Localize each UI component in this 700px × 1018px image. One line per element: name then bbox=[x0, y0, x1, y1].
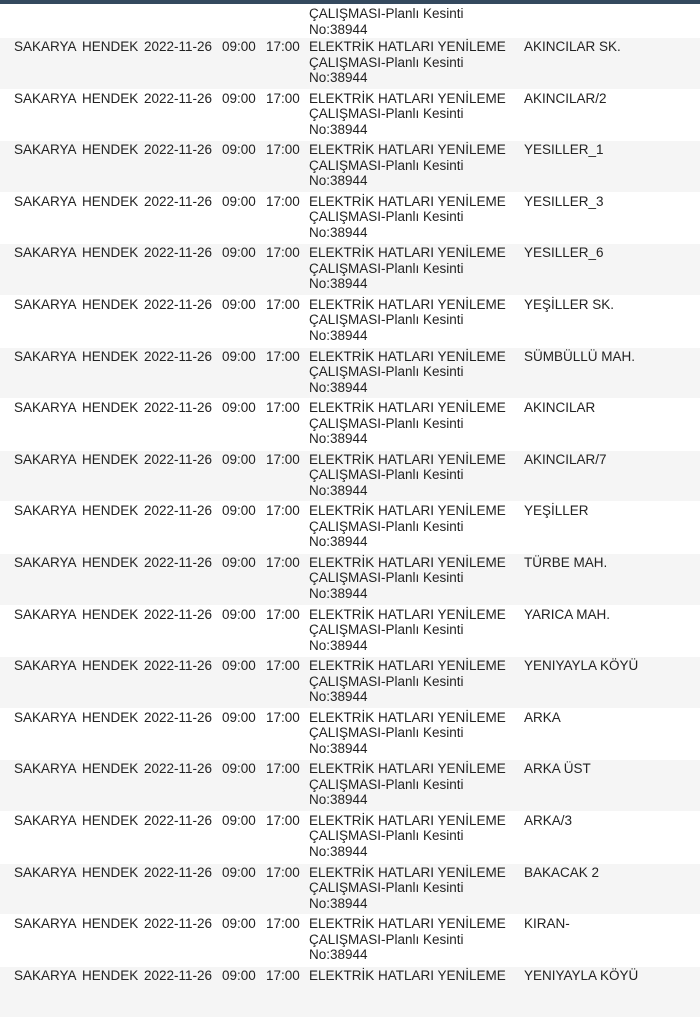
district-cell: HENDEK bbox=[82, 296, 139, 312]
description-cell bbox=[309, 142, 509, 189]
date-cell: 2022-11-26 bbox=[144, 142, 213, 158]
date-cell: 2022-11-26 bbox=[144, 400, 213, 416]
description-line: ELEKTRİK HATLARI YENİLEME bbox=[309, 916, 506, 932]
start-time-cell: 09:00 bbox=[222, 39, 256, 54]
start-time-cell: 09:00 bbox=[222, 761, 256, 777]
city-cell: SAKARYA bbox=[14, 451, 77, 467]
date-cell: 2022-11-26 bbox=[144, 606, 213, 622]
start-time-cell: 09:00 bbox=[222, 142, 256, 158]
date-cell: 2022-11-26 bbox=[144, 451, 213, 467]
start-time-cell: 09:00 bbox=[222, 916, 256, 932]
district-cell: HENDEK bbox=[82, 967, 139, 983]
description-line: ÇALIŞMASI-Planlı Kesinti bbox=[309, 931, 464, 947]
description-line: No:38944 bbox=[309, 431, 368, 447]
district-cell: HENDEK bbox=[82, 245, 139, 261]
start-time-cell: 09:00 bbox=[222, 400, 256, 416]
description-line: ELEKTRİK HATLARI YENİLEME bbox=[309, 967, 506, 983]
description-cell bbox=[309, 503, 509, 550]
district-cell: HENDEK bbox=[82, 709, 139, 725]
start-time-cell: 09:00 bbox=[222, 658, 256, 674]
description-line: ÇALIŞMASI-Planlı Kesinti bbox=[309, 312, 464, 328]
date-cell: 2022-11-26 bbox=[144, 812, 213, 828]
district-cell: HENDEK bbox=[82, 400, 139, 416]
description-line: ELEKTRİK HATLARI YENİLEME bbox=[309, 39, 506, 54]
district-cell: HENDEK bbox=[82, 606, 139, 622]
district-cell: HENDEK bbox=[82, 503, 139, 519]
city-cell: SAKARYA bbox=[14, 503, 77, 519]
description-line: No:38944 bbox=[309, 224, 368, 240]
street-cell: AKINCILAR SK. bbox=[524, 39, 621, 54]
description-cell bbox=[309, 452, 509, 499]
table-row bbox=[0, 244, 700, 296]
date-cell: 2022-11-26 bbox=[144, 245, 213, 261]
district-cell: HENDEK bbox=[82, 658, 139, 674]
description-line: No:38944 bbox=[309, 482, 368, 498]
description-line: ELEKTRİK HATLARI YENİLEME bbox=[309, 142, 506, 158]
date-cell: 2022-11-26 bbox=[144, 193, 213, 209]
end-time-cell: 17:00 bbox=[266, 554, 300, 570]
district-cell: HENDEK bbox=[82, 193, 139, 209]
description-line: ELEKTRİK HATLARI YENİLEME bbox=[309, 761, 506, 777]
description-cell bbox=[309, 710, 509, 757]
city-cell: SAKARYA bbox=[14, 967, 77, 983]
end-time-cell: 17:00 bbox=[266, 864, 300, 880]
description-cell bbox=[309, 400, 509, 447]
date-cell: 2022-11-26 bbox=[144, 709, 213, 725]
table-row bbox=[0, 141, 700, 193]
district-cell: HENDEK bbox=[82, 451, 139, 467]
description-cell bbox=[309, 865, 509, 912]
table-row bbox=[0, 502, 700, 554]
description-cell bbox=[309, 39, 509, 86]
start-time-cell: 09:00 bbox=[222, 503, 256, 519]
city-cell: SAKARYA bbox=[14, 90, 77, 106]
street-cell: ARKA/3 bbox=[524, 812, 573, 828]
description-line: No:38944 bbox=[309, 637, 368, 653]
end-time-cell: 17:00 bbox=[266, 296, 300, 312]
start-time-cell: 09:00 bbox=[222, 245, 256, 261]
date-cell: 2022-11-26 bbox=[144, 658, 213, 674]
end-time-cell: 17:00 bbox=[266, 812, 300, 828]
table-row bbox=[0, 90, 700, 142]
district-cell: HENDEK bbox=[82, 39, 139, 54]
date-cell: 2022-11-26 bbox=[144, 39, 213, 54]
end-time-cell: 17:00 bbox=[266, 916, 300, 932]
description-line: ELEKTRİK HATLARI YENİLEME bbox=[309, 503, 506, 519]
date-cell: 2022-11-26 bbox=[144, 967, 213, 983]
table-row bbox=[0, 709, 700, 761]
start-time-cell: 09:00 bbox=[222, 864, 256, 880]
city-cell: SAKARYA bbox=[14, 193, 77, 209]
description-line: ÇALIŞMASI-Planlı Kesinti bbox=[309, 364, 464, 380]
table-row bbox=[0, 399, 700, 451]
date-cell: 2022-11-26 bbox=[144, 761, 213, 777]
table-row bbox=[0, 760, 700, 812]
description-line: ELEKTRİK HATLARI YENİLEME bbox=[309, 451, 506, 467]
description-line: ÇALIŞMASI-Planlı Kesinti bbox=[309, 725, 464, 741]
end-time-cell: 17:00 bbox=[266, 967, 300, 983]
city-cell: SAKARYA bbox=[14, 39, 77, 54]
description-line: ELEKTRİK HATLARI YENİLEME bbox=[309, 193, 506, 209]
description-line: ÇALIŞMASI-Planlı Kesinti bbox=[309, 673, 464, 689]
city-cell: SAKARYA bbox=[14, 658, 77, 674]
end-time-cell: 17:00 bbox=[266, 90, 300, 106]
end-time-cell: 17:00 bbox=[266, 142, 300, 158]
end-time-cell: 17:00 bbox=[266, 348, 300, 364]
description-line: ELEKTRİK HATLARI YENİLEME bbox=[309, 245, 506, 261]
end-time-cell: 17:00 bbox=[266, 606, 300, 622]
street-cell: YENIYAYLA KÖYÜ bbox=[524, 967, 639, 983]
description-line: ÇALIŞMASI-Planlı Kesinti bbox=[309, 467, 464, 483]
street-cell: YARICA MAH. bbox=[524, 606, 611, 622]
description-line: ELEKTRİK HATLARI YENİLEME bbox=[309, 348, 506, 364]
description-line: ÇALIŞMASI-Planlı Kesinti bbox=[309, 776, 464, 792]
description-line: ÇALIŞMASI-Planlı Kesinti bbox=[309, 6, 464, 21]
description-cell bbox=[309, 297, 509, 344]
table-row bbox=[0, 606, 700, 658]
description-line: No:38944 bbox=[309, 327, 368, 343]
city-cell: SAKARYA bbox=[14, 709, 77, 725]
city-cell: SAKARYA bbox=[14, 245, 77, 261]
start-time-cell: 09:00 bbox=[222, 193, 256, 209]
street-cell: SÜMBÜLLÜ MAH. bbox=[524, 348, 636, 364]
district-cell: HENDEK bbox=[82, 90, 139, 106]
street-cell: YEŞİLLER bbox=[524, 503, 589, 519]
table-row bbox=[0, 296, 700, 348]
description-cell bbox=[309, 194, 509, 241]
date-cell: 2022-11-26 bbox=[144, 916, 213, 932]
start-time-cell: 09:00 bbox=[222, 709, 256, 725]
description-line: ELEKTRİK HATLARI YENİLEME bbox=[309, 606, 506, 622]
date-cell: 2022-11-26 bbox=[144, 296, 213, 312]
description-cell bbox=[309, 658, 509, 705]
description-line: No:38944 bbox=[309, 121, 368, 137]
description-cell bbox=[309, 916, 509, 963]
start-time-cell: 09:00 bbox=[222, 967, 256, 983]
description-line: ELEKTRİK HATLARI YENİLEME bbox=[309, 400, 506, 416]
description-cell bbox=[309, 91, 509, 138]
start-time-cell: 09:00 bbox=[222, 812, 256, 828]
date-cell: 2022-11-26 bbox=[144, 348, 213, 364]
description-line: No:38944 bbox=[309, 792, 368, 808]
description-line: ÇALIŞMASI-Planlı Kesinti bbox=[309, 157, 464, 173]
description-cell bbox=[309, 813, 509, 860]
district-cell: HENDEK bbox=[82, 142, 139, 158]
street-cell: YEŞİLLER SK. bbox=[524, 296, 615, 312]
district-cell: HENDEK bbox=[82, 916, 139, 932]
start-time-cell: 09:00 bbox=[222, 90, 256, 106]
city-cell: SAKARYA bbox=[14, 348, 77, 364]
district-cell: HENDEK bbox=[82, 554, 139, 570]
description-line: No:38944 bbox=[309, 70, 368, 85]
street-cell: YESILLER_1 bbox=[524, 142, 604, 158]
date-cell: 2022-11-26 bbox=[144, 554, 213, 570]
description-cell bbox=[309, 555, 509, 602]
end-time-cell: 17:00 bbox=[266, 761, 300, 777]
description-line: ÇALIŞMASI-Planlı Kesinti bbox=[309, 209, 464, 225]
outage-table bbox=[0, 4, 700, 1018]
start-time-cell: 09:00 bbox=[222, 554, 256, 570]
table-row bbox=[0, 967, 700, 1018]
table-row bbox=[0, 193, 700, 245]
description-line: ÇALIŞMASI-Planlı Kesinti bbox=[309, 622, 464, 638]
city-cell: SAKARYA bbox=[14, 554, 77, 570]
district-cell: HENDEK bbox=[82, 761, 139, 777]
table-row bbox=[0, 38, 700, 90]
end-time-cell: 17:00 bbox=[266, 451, 300, 467]
city-cell: SAKARYA bbox=[14, 864, 77, 880]
description-cell bbox=[309, 245, 509, 292]
description-cell bbox=[309, 761, 509, 808]
end-time-cell: 17:00 bbox=[266, 245, 300, 261]
end-time-cell: 17:00 bbox=[266, 400, 300, 416]
city-cell: SAKARYA bbox=[14, 142, 77, 158]
table-row bbox=[0, 864, 700, 916]
description-line: ELEKTRİK HATLARI YENİLEME bbox=[309, 296, 506, 312]
street-cell: YESILLER_3 bbox=[524, 193, 604, 209]
description-line: ÇALIŞMASI-Planlı Kesinti bbox=[309, 54, 464, 70]
description-line: ELEKTRİK HATLARI YENİLEME bbox=[309, 864, 506, 880]
description-line: No:38944 bbox=[309, 379, 368, 395]
end-time-cell: 17:00 bbox=[266, 709, 300, 725]
description-cell bbox=[309, 6, 509, 37]
table-row bbox=[0, 915, 700, 967]
district-cell: HENDEK bbox=[82, 348, 139, 364]
description-line: No:38944 bbox=[309, 895, 368, 911]
description-line: ELEKTRİK HATLARI YENİLEME bbox=[309, 812, 506, 828]
table-row bbox=[0, 812, 700, 864]
start-time-cell: 09:00 bbox=[222, 451, 256, 467]
district-cell: HENDEK bbox=[82, 864, 139, 880]
description-line: ELEKTRİK HATLARI YENİLEME bbox=[309, 658, 506, 674]
street-cell: ARKA bbox=[524, 709, 561, 725]
street-cell: KIRAN- bbox=[524, 916, 570, 932]
description-line: No:38944 bbox=[309, 585, 368, 601]
table-row bbox=[0, 554, 700, 606]
end-time-cell: 17:00 bbox=[266, 503, 300, 519]
end-time-cell: 17:00 bbox=[266, 193, 300, 209]
description-line: ÇALIŞMASI-Planlı Kesinti bbox=[309, 518, 464, 534]
description-line: No:38944 bbox=[309, 173, 368, 189]
table-row bbox=[0, 4, 700, 38]
street-cell: BAKACAK 2 bbox=[524, 864, 600, 880]
table-row bbox=[0, 348, 700, 400]
description-line: No:38944 bbox=[309, 843, 368, 859]
description-line: ÇALIŞMASI-Planlı Kesinti bbox=[309, 570, 464, 586]
description-line: ELEKTRİK HATLARI YENİLEME bbox=[309, 90, 506, 106]
street-cell: AKINCILAR bbox=[524, 400, 596, 416]
date-cell: 2022-11-26 bbox=[144, 864, 213, 880]
description-line: No:38944 bbox=[309, 740, 368, 756]
end-time-cell: 17:00 bbox=[266, 39, 300, 54]
description-cell bbox=[309, 968, 509, 984]
description-line: ÇALIŞMASI-Planlı Kesinti bbox=[309, 880, 464, 895]
description-line: ÇALIŞMASI-Planlı Kesinti bbox=[309, 260, 464, 276]
street-cell: YESILLER_6 bbox=[524, 245, 604, 261]
description-line: ELEKTRİK HATLARI YENİLEME bbox=[309, 554, 506, 570]
end-time-cell: 17:00 bbox=[266, 658, 300, 674]
street-cell: ARKA ÜST bbox=[524, 761, 591, 777]
date-cell: 2022-11-26 bbox=[144, 90, 213, 106]
start-time-cell: 09:00 bbox=[222, 296, 256, 312]
table-row bbox=[0, 657, 700, 709]
street-cell: YENIYAYLA KÖYÜ bbox=[524, 658, 639, 674]
table-row bbox=[0, 451, 700, 503]
description-line: No:38944 bbox=[309, 21, 368, 37]
description-line: ÇALIŞMASI-Planlı Kesinti bbox=[309, 828, 464, 844]
description-line: No:38944 bbox=[309, 534, 368, 550]
description-line: ÇALIŞMASI-Planlı Kesinti bbox=[309, 106, 464, 122]
street-cell: AKINCILAR/7 bbox=[524, 451, 607, 467]
city-cell: SAKARYA bbox=[14, 606, 77, 622]
start-time-cell: 09:00 bbox=[222, 348, 256, 364]
description-line: ELEKTRİK HATLARI YENİLEME bbox=[309, 709, 506, 725]
description-cell bbox=[309, 607, 509, 654]
description-line: No:38944 bbox=[309, 276, 368, 292]
street-cell: TÜRBE MAH. bbox=[524, 554, 608, 570]
date-cell: 2022-11-26 bbox=[144, 503, 213, 519]
start-time-cell: 09:00 bbox=[222, 606, 256, 622]
street-cell: AKINCILAR/2 bbox=[524, 90, 607, 106]
city-cell: SAKARYA bbox=[14, 296, 77, 312]
city-cell: SAKARYA bbox=[14, 812, 77, 828]
description-line: No:38944 bbox=[309, 689, 368, 705]
district-cell: HENDEK bbox=[82, 812, 139, 828]
city-cell: SAKARYA bbox=[14, 761, 77, 777]
description-line: ÇALIŞMASI-Planlı Kesinti bbox=[309, 415, 464, 431]
description-line: No:38944 bbox=[309, 947, 368, 963]
city-cell: SAKARYA bbox=[14, 400, 77, 416]
description-cell bbox=[309, 349, 509, 396]
city-cell: SAKARYA bbox=[14, 916, 77, 932]
